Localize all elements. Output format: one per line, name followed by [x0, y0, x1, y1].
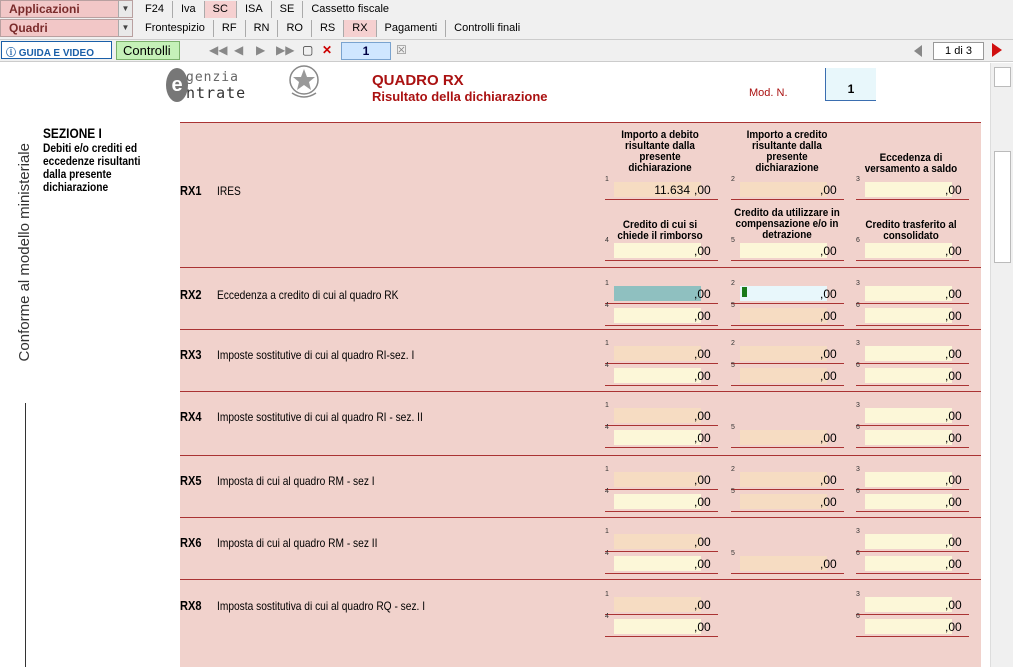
decimal-suffix: ,00	[820, 347, 837, 361]
vertical-divider	[25, 403, 26, 667]
quadri-label: Quadri	[9, 21, 48, 35]
field-number: 1	[605, 528, 609, 535]
applicazioni-label: Applicazioni	[9, 2, 80, 16]
mod-number-field[interactable]: 1	[825, 68, 876, 101]
tab-cassetto-fiscale[interactable]: Cassetto fiscale	[311, 3, 390, 15]
field-rx1-3[interactable]	[856, 176, 969, 197]
field-input[interactable]	[865, 430, 952, 445]
field-input[interactable]	[740, 368, 827, 383]
last-page-icon[interactable]: ▶▶	[276, 43, 295, 57]
field-rx8-3[interactable]	[856, 591, 969, 612]
tab-rf[interactable]: RF	[214, 20, 246, 37]
field-number: 5	[731, 362, 735, 369]
row-separator	[180, 329, 981, 330]
decimal-suffix: ,00	[945, 557, 962, 571]
row-desc-rx4: Imposte sostitutive di cui al quadro RI - sez. II	[217, 410, 423, 424]
field-input[interactable]	[865, 619, 952, 634]
row-desc-rx6: Imposta di cui al quadro RM - sez II	[217, 536, 378, 550]
field-rx8-4[interactable]	[605, 613, 718, 634]
field-number: 3	[856, 176, 860, 183]
decimal-suffix: ,00	[945, 620, 962, 634]
field-input[interactable]	[740, 182, 827, 197]
row-code-rx8: RX8	[180, 598, 202, 613]
row-code-rx3: RX3	[180, 347, 202, 362]
field-input[interactable]	[865, 534, 952, 549]
field-underline	[605, 325, 718, 326]
decimal-suffix: ,00	[945, 183, 962, 197]
next-arrow-icon[interactable]	[992, 43, 1002, 57]
field-number: 6	[856, 424, 860, 431]
field-rx8-6[interactable]	[856, 613, 969, 634]
field-underline	[605, 511, 718, 512]
page-indicator: 1 di 3	[933, 42, 984, 60]
field-number: 1	[605, 591, 609, 598]
tab-controlli-finali[interactable]: Controlli finali	[454, 22, 521, 34]
field-rx5-6[interactable]	[856, 488, 969, 509]
new-page-icon[interactable]: ▢	[302, 43, 314, 57]
field-input[interactable]	[614, 368, 701, 383]
chevron-down-icon[interactable]: ▼	[118, 20, 132, 36]
tab-rs[interactable]: RS	[312, 20, 344, 37]
decimal-suffix: ,00	[945, 535, 962, 549]
field-input[interactable]	[614, 597, 701, 612]
field-input[interactable]	[740, 243, 827, 258]
field-underline	[731, 511, 844, 512]
field-input[interactable]	[865, 368, 952, 383]
field-input[interactable]	[740, 286, 827, 301]
field-underline	[605, 260, 718, 261]
field-input[interactable]	[614, 308, 701, 323]
tab-frontespizio[interactable]: Frontespizio	[137, 20, 214, 37]
decimal-suffix: ,00	[945, 347, 962, 361]
field-number: 2	[731, 466, 735, 473]
field-number: 3	[856, 280, 860, 287]
field-number: 1	[605, 176, 609, 183]
field-number: 6	[856, 550, 860, 557]
decimal-suffix: ,00	[945, 431, 962, 445]
field-rx2-2[interactable]	[731, 280, 844, 301]
row-separator	[180, 517, 981, 518]
field-number: 4	[605, 488, 609, 495]
decimal-suffix: ,00	[694, 287, 711, 301]
row-desc-rx1: IRES	[217, 184, 241, 198]
field-rx5-4[interactable]	[605, 488, 718, 509]
decimal-suffix: ,00	[694, 495, 711, 509]
field-input[interactable]	[614, 286, 701, 301]
row-desc-rx3: Imposte sostitutive di cui al quadro RI-sez. I	[217, 348, 415, 362]
vertical-label-text: Conforme al modello ministeriale	[16, 143, 33, 362]
field-input[interactable]	[865, 556, 952, 571]
field-underline	[605, 614, 718, 615]
field-number: 4	[605, 424, 609, 431]
field-rx4-5[interactable]	[731, 424, 844, 445]
tab-isa[interactable]: ISA	[237, 1, 272, 18]
field-underline	[605, 447, 718, 448]
decimal-suffix: ,00	[820, 244, 837, 258]
column-header-6: Credito trasferito al consolidato	[865, 219, 957, 242]
section-body	[180, 123, 981, 667]
field-underline	[605, 636, 718, 637]
field-input[interactable]	[614, 346, 701, 361]
logo-agenzia-text: genzia	[186, 70, 239, 85]
row-code-rx6: RX6	[180, 535, 202, 550]
field-value: 11.634	[654, 183, 690, 197]
field-rx4-4[interactable]	[605, 424, 718, 445]
field-input[interactable]	[865, 286, 952, 301]
toolbar	[0, 40, 1013, 62]
tab-f24[interactable]: F24	[137, 1, 173, 18]
field-underline	[731, 573, 844, 574]
field-input[interactable]	[614, 472, 701, 487]
field-rx1-4[interactable]	[605, 237, 718, 258]
field-underline	[731, 260, 844, 261]
next-page-icon[interactable]: ▶	[256, 43, 266, 57]
decimal-suffix: ,00	[820, 309, 837, 323]
field-input[interactable]	[865, 494, 952, 509]
field-underline	[856, 573, 969, 574]
field-underline	[731, 325, 844, 326]
field-number: 4	[605, 302, 609, 309]
field-input[interactable]	[614, 556, 701, 571]
field-underline	[605, 489, 718, 490]
field-input[interactable]	[614, 619, 701, 634]
field-number: 4	[605, 362, 609, 369]
field-rx3-3[interactable]	[856, 340, 969, 361]
help-icon: ⓘ	[6, 48, 16, 59]
field-underline	[605, 573, 718, 574]
field-number: 3	[856, 591, 860, 598]
field-underline	[856, 363, 969, 364]
field-underline	[731, 363, 844, 364]
field-rx6-5[interactable]	[731, 550, 844, 571]
first-page-icon[interactable]: ◀◀	[209, 43, 228, 57]
page-subtitle: Risultato della dichiarazione	[372, 89, 548, 104]
field-rx5-5[interactable]	[731, 488, 844, 509]
field-underline	[856, 260, 969, 261]
field-number: 3	[856, 528, 860, 535]
tab-iva[interactable]: Iva	[173, 1, 205, 18]
decimal-suffix: ,00	[694, 347, 711, 361]
field-number: 2	[731, 176, 735, 183]
field-input[interactable]	[614, 408, 701, 423]
decimal-suffix: ,00	[945, 409, 962, 423]
field-input[interactable]	[740, 346, 827, 361]
field-underline	[605, 425, 718, 426]
field-underline	[856, 636, 969, 637]
field-underline	[605, 199, 718, 200]
quadri-combo[interactable]	[0, 19, 133, 37]
scroll-thumb[interactable]	[994, 151, 1011, 263]
decimal-suffix: ,00	[694, 369, 711, 383]
page-title: QUADRO RX	[372, 72, 464, 89]
clear-icon[interactable]: ☒	[396, 43, 407, 57]
decimal-suffix: ,00	[945, 287, 962, 301]
field-input[interactable]	[614, 430, 701, 445]
field-rx6-4[interactable]	[605, 550, 718, 571]
field-number: 5	[731, 302, 735, 309]
field-input[interactable]	[865, 182, 952, 197]
section-description: Debiti e/o crediti ed eccedenze risultanti dalla presente dichiarazione	[43, 141, 141, 194]
field-underline	[856, 447, 969, 448]
decimal-suffix: ,00	[694, 473, 711, 487]
field-underline	[605, 303, 718, 304]
field-input[interactable]	[865, 472, 952, 487]
row-desc-rx2: Eccedenza a credito di cui al quadro RK	[217, 288, 399, 302]
emblem-icon	[287, 63, 321, 101]
field-input[interactable]	[865, 408, 952, 423]
menu-bar-quadri	[0, 19, 1013, 40]
scroll-up-button[interactable]	[994, 67, 1011, 87]
agenzia-logo-icon: e	[166, 68, 188, 102]
field-rx4-3[interactable]	[856, 402, 969, 423]
field-rx1-1[interactable]	[605, 176, 718, 197]
field-underline	[856, 511, 969, 512]
prev-page-icon[interactable]: ◀	[234, 43, 244, 57]
decimal-suffix: ,00	[820, 369, 837, 383]
field-number: 3	[856, 466, 860, 473]
decimal-suffix: ,00	[820, 495, 837, 509]
field-rx5-1[interactable]	[605, 466, 718, 487]
row-code-rx1: RX1	[180, 183, 202, 198]
page-number-field[interactable]: 1	[341, 42, 391, 60]
field-rx2-5[interactable]	[731, 302, 844, 323]
field-input[interactable]	[740, 308, 827, 323]
row-code-rx2: RX2	[180, 287, 202, 302]
field-underline	[856, 303, 969, 304]
field-rx5-3[interactable]	[856, 466, 969, 487]
field-rx1-2[interactable]	[731, 176, 844, 197]
field-input[interactable]	[865, 243, 952, 258]
chevron-down-icon[interactable]: ▼	[118, 1, 132, 17]
decimal-suffix: ,00	[694, 557, 711, 571]
field-number: 1	[605, 340, 609, 347]
logo-entrate-text: ntrate	[186, 84, 247, 102]
field-rx3-4[interactable]	[605, 362, 718, 383]
field-rx3-1[interactable]	[605, 340, 718, 361]
decimal-suffix: ,00	[694, 598, 711, 612]
field-rx2-1[interactable]	[605, 280, 718, 301]
row-code-rx5: RX5	[180, 473, 202, 488]
field-number: 4	[605, 550, 609, 557]
field-input[interactable]	[740, 556, 827, 571]
field-rx2-6[interactable]	[856, 302, 969, 323]
field-rx2-4[interactable]	[605, 302, 718, 323]
field-number: 6	[856, 488, 860, 495]
decimal-suffix: ,00	[945, 309, 962, 323]
decimal-suffix: ,00	[945, 369, 962, 383]
field-input[interactable]	[865, 308, 952, 323]
field-rx5-2[interactable]	[731, 466, 844, 487]
field-underline	[731, 489, 844, 490]
field-input[interactable]	[740, 472, 827, 487]
column-header-1: Importo a debito risultante dalla presente dichiarazione	[621, 129, 699, 174]
decimal-suffix: ,00	[694, 309, 711, 323]
top-tabs	[137, 1, 397, 18]
applicazioni-combo[interactable]	[0, 0, 133, 18]
row-separator	[180, 455, 981, 456]
decimal-suffix: ,00	[694, 620, 711, 634]
field-number: 5	[731, 237, 735, 244]
delete-page-icon[interactable]: ✕	[322, 43, 333, 57]
field-underline	[605, 363, 718, 364]
field-underline	[856, 489, 969, 490]
field-number: 4	[605, 613, 609, 620]
field-underline	[856, 385, 969, 386]
decimal-suffix: ,00	[694, 244, 711, 258]
decimal-suffix: ,00	[694, 409, 711, 423]
field-input[interactable]	[614, 243, 701, 258]
field-underline	[856, 199, 969, 200]
field-rx1-5[interactable]	[731, 237, 844, 258]
field-rx3-2[interactable]	[731, 340, 844, 361]
field-number: 1	[605, 466, 609, 473]
field-underline	[605, 551, 718, 552]
guida-video-button[interactable]	[1, 41, 112, 59]
field-underline	[731, 385, 844, 386]
field-underline	[856, 425, 969, 426]
decimal-suffix: ,00	[820, 183, 837, 197]
column-header-2: Importo a credito risultante dalla presente dichiarazione	[746, 129, 828, 174]
decimal-suffix: ,00	[694, 431, 711, 445]
decimal-suffix: ,00	[694, 535, 711, 549]
row-separator	[180, 267, 981, 268]
field-number: 1	[605, 280, 609, 287]
field-number: 3	[856, 402, 860, 409]
field-rx3-5[interactable]	[731, 362, 844, 383]
cursor-marker	[742, 287, 747, 297]
decimal-suffix: ,00	[820, 287, 837, 301]
field-number: 4	[605, 237, 609, 244]
field-input[interactable]	[740, 494, 827, 509]
decimal-suffix: ,00	[820, 431, 837, 445]
field-number: 2	[731, 340, 735, 347]
row-separator	[180, 579, 981, 580]
row-separator	[180, 391, 981, 392]
field-number: 5	[731, 488, 735, 495]
field-number: 5	[731, 550, 735, 557]
field-number: 1	[605, 402, 609, 409]
field-underline	[856, 551, 969, 552]
controlli-button[interactable]: Controlli	[116, 41, 180, 60]
field-number: 6	[856, 302, 860, 309]
field-rx8-1[interactable]	[605, 591, 718, 612]
prev-arrow-icon[interactable]	[914, 45, 922, 57]
column-header-4: Credito di cui si chiede il rimborso	[617, 219, 703, 242]
field-rx6-3[interactable]	[856, 528, 969, 549]
field-underline	[856, 325, 969, 326]
field-number: 6	[856, 362, 860, 369]
column-header-3: Eccedenza di versamento a saldo	[864, 152, 958, 175]
decimal-suffix: ,00	[694, 183, 711, 197]
field-input[interactable]	[614, 534, 701, 549]
decimal-suffix: ,00	[820, 557, 837, 571]
field-rx2-3[interactable]	[856, 280, 969, 301]
mod-label: Mod. N.	[749, 87, 788, 99]
column-header-5: Credito da utilizzare in compensazione e/o in detrazione	[734, 207, 840, 241]
tab-sc[interactable]: SC	[205, 1, 237, 18]
field-input[interactable]	[740, 430, 827, 445]
field-number: 5	[731, 424, 735, 431]
guida-video-label: GUIDA E VIDEO	[18, 48, 94, 59]
tab-rx[interactable]: RX	[344, 20, 376, 37]
tab-se[interactable]: SE	[272, 1, 304, 18]
form-area	[0, 63, 990, 667]
decimal-suffix: ,00	[945, 244, 962, 258]
decimal-suffix: ,00	[820, 473, 837, 487]
field-input[interactable]	[865, 346, 952, 361]
tab-ro[interactable]: RO	[278, 20, 312, 37]
field-rx6-1[interactable]	[605, 528, 718, 549]
field-rx1-6[interactable]	[856, 237, 969, 258]
menu-bar-top	[0, 0, 1013, 20]
field-rx4-1[interactable]	[605, 402, 718, 423]
row-code-rx4: RX4	[180, 409, 202, 424]
field-underline	[856, 614, 969, 615]
tab-pagamenti[interactable]: Pagamenti	[377, 20, 447, 37]
decimal-suffix: ,00	[945, 473, 962, 487]
decimal-suffix: ,00	[945, 495, 962, 509]
field-input[interactable]	[614, 494, 701, 509]
tab-rn[interactable]: RN	[246, 20, 279, 37]
field-number: 2	[731, 280, 735, 287]
field-input[interactable]	[865, 597, 952, 612]
field-number: 6	[856, 613, 860, 620]
field-underline	[605, 385, 718, 386]
decimal-suffix: ,00	[945, 598, 962, 612]
field-number: 3	[856, 340, 860, 347]
row-desc-rx8: Imposta sostitutiva di cui al quadro RQ - sez. I	[217, 599, 426, 613]
section-title: SEZIONE I	[43, 125, 102, 141]
field-underline	[731, 303, 844, 304]
vertical-label	[0, 143, 33, 663]
field-rx6-6[interactable]	[856, 550, 969, 571]
quadri-tabs	[137, 20, 528, 37]
field-rx3-6[interactable]	[856, 362, 969, 383]
row-desc-rx5: Imposta di cui al quadro RM - sez I	[217, 474, 375, 488]
field-underline	[731, 447, 844, 448]
field-underline	[731, 199, 844, 200]
field-rx4-6[interactable]	[856, 424, 969, 445]
vertical-scrollbar[interactable]	[990, 63, 1013, 667]
field-number: 6	[856, 237, 860, 244]
